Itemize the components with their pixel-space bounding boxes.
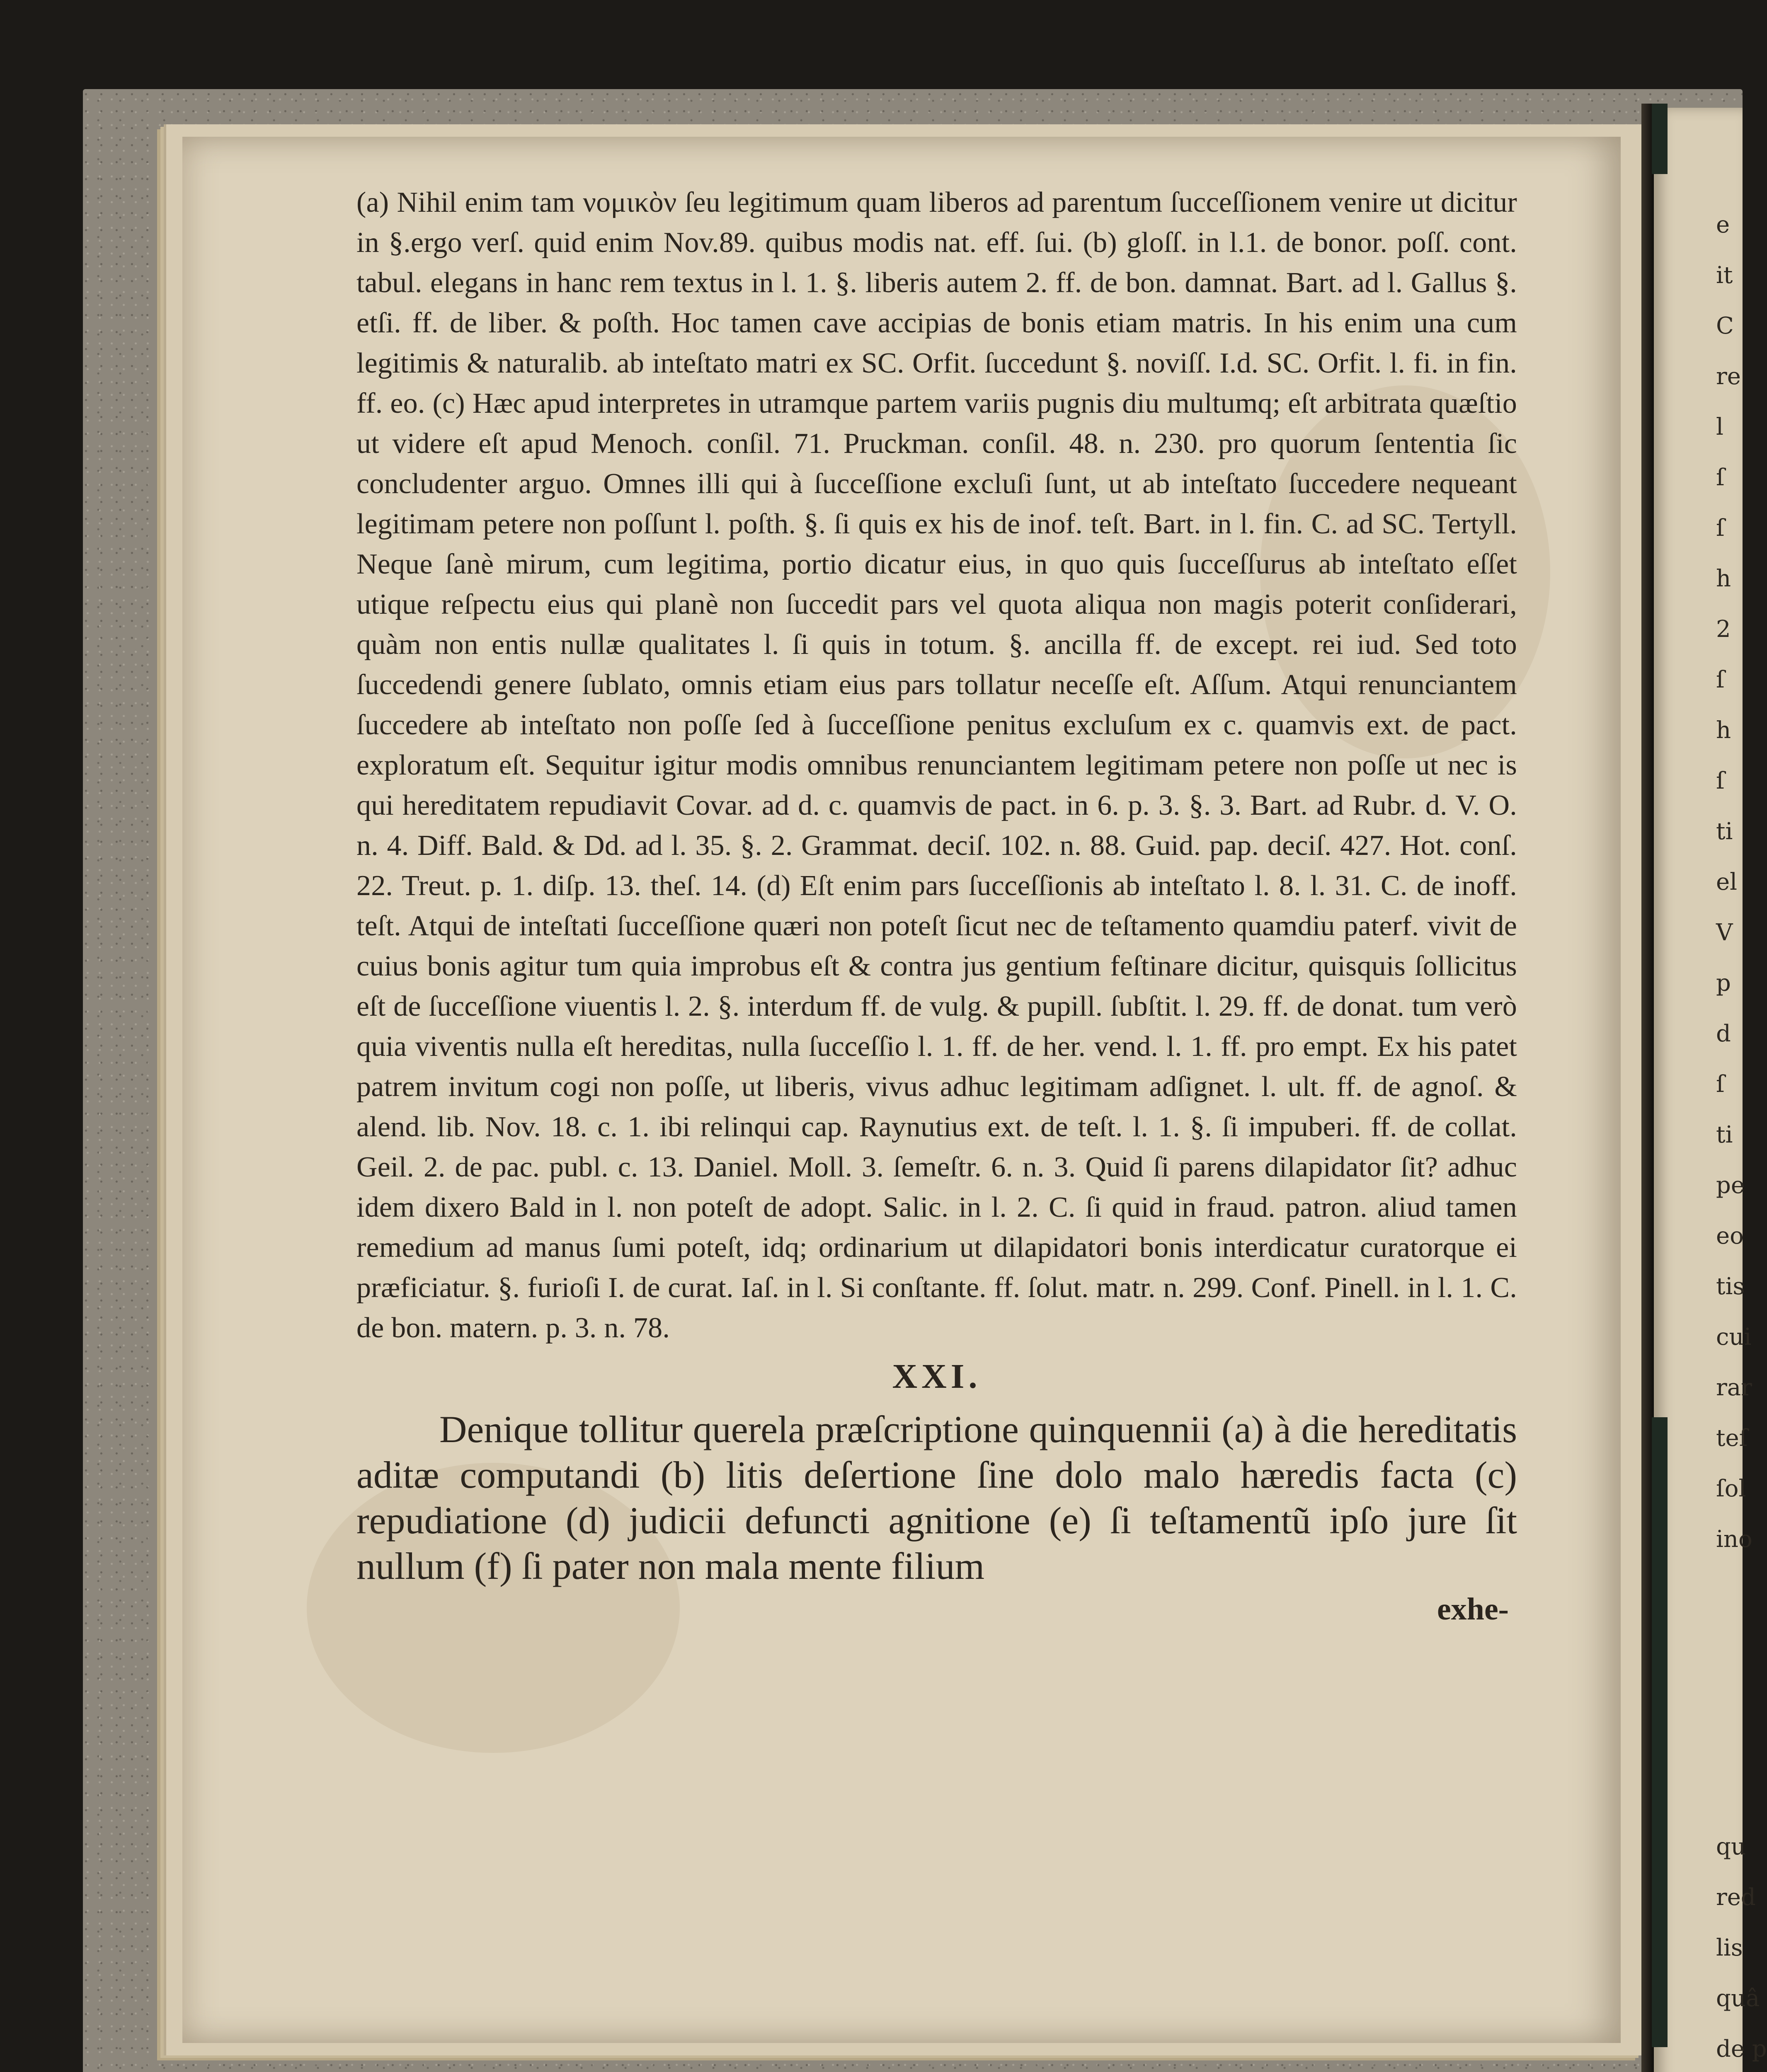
- binding-strip: [1652, 1417, 1668, 2047]
- next-page-fragment: cui: [1716, 1324, 1752, 1351]
- next-page-fragment: d: [1716, 1020, 1731, 1047]
- next-page-fragment: lis: [1716, 1934, 1743, 1961]
- next-page-fragment: ſ: [1716, 464, 1725, 491]
- next-page-fragment: ſ: [1716, 1071, 1725, 1098]
- footnotes: (a) Nihil enim tam νομικὸν ſeu legitimum quam liberos ad parentum ſucceſſionem venire ut dicitur in §.ergo verſ. quid enim Nov.89. quibus modis nat. eff. ſui. (b) gloſſ. in l.1. de bonor. poſſ. cont. tabul. elegans in hanc rem textus in l. 1. §. liberis autem 2. ff. de bon. damnat. Bart. ad l. Gallus §. etſi. ff. de liber. & poſth. Hoc tamen cave accipias de bonis etiam matris. In his enim una cum legitimis & naturalib. ab inteſtato matri ex SC. Orfit. ſuccedunt §. noviſſ. I.d. SC. Orfit. l. fi. in fin. ff. eo. (c) Hæc apud interpretes in utramque partem variis pugnis diu multumq; eſt arbitrata quæſtio ut videre eſt apud Menoch. conſil. 71. Pruckman. conſil. 48. n. 230. pro quorum ſententia ſic concludenter arguo. Omnes illi qui à ſucceſſione excluſi ſunt, ut ab inteſtato ſuccedere nequeant legitimam petere non poſſunt l. poſth. §. ſi quis ex his de inof. teſt. Bart. in l. fin. C. ad SC. Tertyll. Neque ſanè mirum, cum legitima, portio dicatur eius, in quo quis ſucceſſurus ab inteſtato eſſet utique reſpectu eius qui planè non ſuccedit pars vel quota aliqua non magis poterit conſiderari, quàm non entis nullæ qualitates l. ſi quis in totum. §. ancilla ff. de except. rei iud. Sed toto ſuccedendi genere ſublato, omnis etiam eius pars tollatur neceſſe eſt. Aſſum. Atqui renunciantem ſuccedere ab inteſtato non poſſe ſed à ſucceſſione penitus excluſum ex c. quamvis ext. de pact. exploratum eſt. Sequitur igitur modis omnibus renunciantem legitimam petere non poſſe ut nec is qui hereditatem repudiavit Covar. ad d. c. quamvis de pact. in 6. p. 3. §. 3. Bart. ad Rubr. d. V. O. n. 4. Diff. Bald. & Dd. ad l. 35. §. 2. Grammat. deciſ. 102. n. 88. Guid. pap. deciſ. 427. Hot. conſ. 22. Treut. p. 1. diſp. 13. theſ. 14. (d) Eſt enim pars ſucceſſionis ab inteſtato l. 8. l. 31. C. de inoff. teſt. Atqui de inteſtati ſucceſſione quæri non poteſt ſicut nec de teſtamento quamdiu paterf. vivit de cuius bonis agitur tum quia improbus eſt & contra jus gentium feſtinare dicitur, quisquis ſollicitus eſt de ſucceſſione viuentis l. 2. §. interdum ff. de vulg. & pupill. ſubſtit. l. 29. ff. de donat. tum verò quia viventis nulla eſt hereditas, nulla ſucceſſio l. 1. ff. de her. vend. l. 1. ff. pro empt. Ex his patet patrem invitum cogi non poſſe, ut liberis, vivus adhuc legitimam adſignet. l. ult. ff. de agnoſ. & alend. lib. Nov. 18. c. 1. ibi relinqui cap. Raynutius ext. de teſt. l. 1. §. ſi impuberi. ff. de collat. Geil. 2. de pac. publ. c. 13. Daniel. Moll. 3. ſemeſtr. 6. n. 3. Quid ſi parens dilapidator ſit? adhuc idem dixero Bald in l. non poteſt de adopt. Salic. in l. 2. C. ſi quid in fraud. patron. aliud tamen remedium ad manus ſumi poteſt, idq; ordinarium ut dilapidatori bonis interdicatur curatorque ei præficiatur. §. furioſi I. de curat. Iaſ. in l. Si conſtante. ff. ſolut. matr. n. 299. Conf. Pinell. in l. 1. C. de bon. matern. p. 3. n. 78.: [356, 186, 1517, 1344]
- next-page-fragment: ſol: [1716, 1475, 1746, 1502]
- next-page-fragment: rar: [1716, 1374, 1752, 1401]
- next-page-fragment: h: [1716, 565, 1731, 592]
- next-page-fragment: ſ: [1716, 767, 1725, 794]
- next-page-fragment: ti: [1716, 818, 1733, 845]
- text-block: [356, 182, 1517, 1627]
- next-page-fragment: ino: [1716, 1526, 1752, 1553]
- section-number: XXI.: [892, 1357, 982, 1396]
- next-page-fragment: V: [1716, 919, 1733, 946]
- next-page-fragment: tis: [1716, 1273, 1745, 1300]
- next-page-fragment: quâ: [1716, 1985, 1760, 2012]
- catchword: exhe-: [1437, 1592, 1509, 1627]
- next-page-fragment: C: [1716, 312, 1734, 339]
- next-page-fragment: l: [1716, 414, 1723, 441]
- next-page-fragment: re: [1716, 363, 1741, 390]
- next-page-fragment: qu: [1716, 1833, 1746, 1860]
- next-page-fragment: teſ: [1716, 1425, 1748, 1452]
- next-page-fragment: it: [1716, 262, 1733, 289]
- next-page-fragment: ſ: [1716, 666, 1725, 693]
- section-paragraph: [356, 1406, 1517, 1589]
- next-page-fragment: 2: [1716, 616, 1731, 643]
- next-page-fragment: h: [1716, 717, 1731, 744]
- next-page-fragment: ti: [1716, 1121, 1733, 1148]
- next-page-fragment: eo: [1716, 1222, 1744, 1249]
- next-page-fragment: e: [1716, 211, 1730, 238]
- next-page-fragment: el: [1716, 869, 1738, 896]
- next-page-fragment: red: [1716, 1884, 1756, 1911]
- next-page-fragment: pe: [1716, 1172, 1745, 1199]
- binding-strip: [1652, 104, 1668, 174]
- next-page-fragment: p: [1716, 970, 1731, 997]
- section-text: Denique tollitur querela præſcriptione quinquennii (a) à die hereditatis aditæ computandi (b) litis deſertione ſine dolo malo hæredis facta (c) repudiatione (d) judicii defuncti agnitione (e) ſi teſtamentũ ipſo jure ſit nullum (f) ſi pater non mala mente filium: [356, 1408, 1517, 1587]
- next-page-fragment: ſ: [1716, 515, 1725, 542]
- next-page-fragment: de p: [1716, 2036, 1767, 2062]
